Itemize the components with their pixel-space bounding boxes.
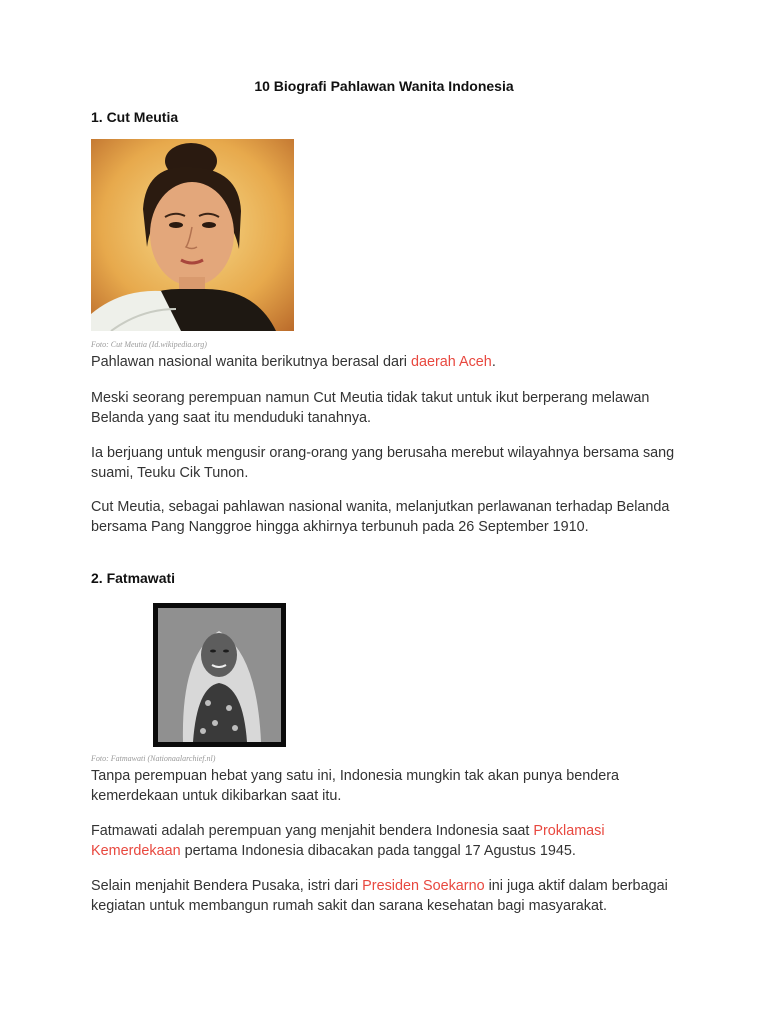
paragraph-text: Fatmawati adalah perempuan yang menjahit bendera Indonesia saat <box>91 823 534 839</box>
document-title: 10 Biografi Pahlawan Wanita Indonesia <box>254 78 514 94</box>
cut-meutia-paragraph-4: Cut Meutia, sebagai pahlawan nasional wanita, melanjutkan perlawanan terhadap Belanda bersama Pang Nanggroe hingga akhirnya terbunuh pada 26 September 1910. <box>91 499 670 535</box>
fatmawati-paragraph-1: Tanpa perempuan hebat yang satu ini, Indonesia mungkin tak akan punya bendera kemerdekaan untuk dikibarkan saat itu. <box>91 768 620 804</box>
proklamasi-kemerdekaan-link[interactable]: Proklamasi Kemerdekaan <box>91 823 605 859</box>
fatmawati-portrait <box>153 603 286 747</box>
cut-meutia-paragraph-3: Ia berjuang untuk mengusir orang-orang yang berusaha merebut wilayahnya bersama sang suami, Teuku Cik Tunon. <box>91 445 675 481</box>
paragraph-text: ini juga aktif dalam berbagai kegiatan untuk membangun rumah sakit dan sarana kesehatan bagi masyarakat. <box>91 878 668 914</box>
fatmawati-paragraph-3 <box>91 877 681 916</box>
daerah-aceh-link[interactable]: daerah Aceh <box>411 354 492 370</box>
paragraph-text: pertama Indonesia dibacakan pada tanggal 17 Agustus 1945. <box>180 842 576 859</box>
cut-meutia-caption: Foto: Cut Meutia (Id.wikipedia.org) <box>91 340 207 349</box>
cut-meutia-portrait <box>91 139 294 331</box>
presiden-soekarno-link[interactable]: Presiden Soekarno <box>362 878 485 894</box>
cut-meutia-paragraph-2: Meski seorang perempuan namun Cut Meutia tidak takut untuk ikut berperang melawan Belanda yang saat itu menduduki tanahnya. <box>91 390 650 426</box>
cut-meutia-paragraph-1 <box>91 353 681 373</box>
fatmawati-caption: Foto: Fatmawati (Nationaalarchief.nl) <box>91 754 216 763</box>
paragraph-text: Selain menjahit Bendera Pusaka, istri dari <box>91 878 363 894</box>
paragraph-text: . <box>491 354 496 370</box>
paragraph-text: Pahlawan nasional wanita berikutnya berasal dari <box>91 354 411 370</box>
section-heading-fatmawati: 2. Fatmawati <box>91 570 176 586</box>
fatmawati-paragraph-2 <box>91 822 681 861</box>
section-heading-cut-meutia: 1. Cut Meutia <box>91 109 179 125</box>
